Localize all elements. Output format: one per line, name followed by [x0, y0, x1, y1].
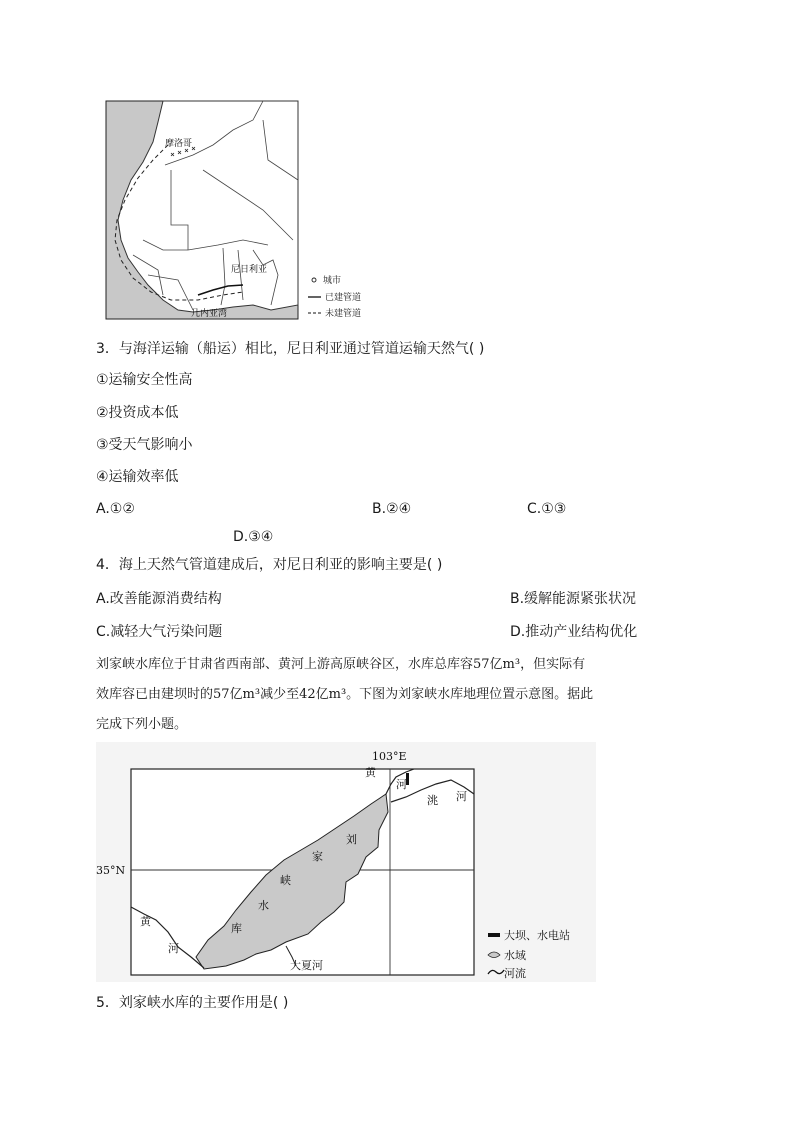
q3-item-3: ③受天气影响小 — [96, 437, 193, 453]
res-1: 刘 — [346, 833, 357, 846]
res-5: 库 — [231, 922, 242, 935]
q3-stem: 3．与海洋运输（船运）相比，尼日利亚通过管道运输天然气( ) — [96, 341, 485, 357]
tao-2: 河 — [456, 790, 467, 803]
q4-option-b[interactable]: B.缓解能源紧张状况 — [510, 591, 637, 607]
label-gulf: 几内亚湾 — [191, 309, 228, 319]
liujiaxia-map — [96, 742, 596, 982]
yellow-top-1: 黄 — [365, 766, 376, 779]
yellow-bottom-2: 河 — [168, 942, 179, 955]
legend-unbuilt: 未建管道 — [325, 309, 362, 319]
q4-option-d[interactable]: D.推动产业结构优化 — [510, 624, 638, 640]
city-legend-icon — [312, 278, 316, 282]
q4-option-c[interactable]: C.减轻大气污染问题 — [96, 624, 223, 640]
intro-line-1: 刘家峡水库位于甘肃省西南部、黄河上游高原峡谷区，水库总库容57亿m³，但实际有 — [96, 657, 586, 672]
label-morocco: 摩洛哥 — [165, 139, 193, 149]
legend-river: 河流 — [504, 967, 526, 980]
intro-line-2: 效库容已由建坝时的57亿m³减少至42亿m³。下图为刘家峡水库地理位置示意图。据此 — [96, 687, 594, 702]
yellow-top-2: 河 — [396, 778, 407, 791]
res-4: 水 — [258, 899, 269, 912]
q3-item-4: ④运输效率低 — [96, 469, 179, 485]
q3-item-1: ①运输安全性高 — [96, 372, 193, 388]
q3-option-d[interactable]: D.③④ — [233, 529, 274, 545]
q5-stem: 5．刘家峡水库的主要作用是( ) — [96, 995, 289, 1011]
legend-city: 城市 — [323, 276, 342, 286]
map1-legend — [308, 274, 361, 319]
lon-label: 103°E — [372, 750, 407, 763]
intro-paragraph — [96, 650, 706, 740]
legend-built: 已建管道 — [325, 293, 362, 303]
west-africa-map — [103, 100, 383, 322]
q3-option-b[interactable]: B.②④ — [372, 501, 412, 517]
res-2: 家 — [312, 850, 323, 863]
res-3: 峡 — [280, 874, 291, 887]
daxia-label: 大夏河 — [290, 959, 323, 972]
q4-option-a[interactable]: A.改善能源消费结构 — [96, 591, 222, 607]
legend-water: 水域 — [504, 949, 526, 962]
q4-stem: 4．海上天然气管道建成后，对尼日利亚的影响主要是( ) — [96, 557, 443, 573]
intro-line-3: 完成下列小题。 — [96, 717, 188, 732]
label-nigeria: 尼日利亚 — [231, 265, 268, 275]
lat-label: 35°N — [96, 864, 126, 877]
dam-legend-icon — [488, 933, 500, 937]
yellow-bottom-1: 黄 — [140, 915, 151, 928]
q3-option-c[interactable]: C.①③ — [527, 501, 567, 517]
legend-dam: 大坝、水电站 — [504, 929, 570, 942]
q3-option-a[interactable]: A.①② — [96, 501, 135, 517]
tao-1: 洮 — [427, 794, 438, 807]
q3-item-2: ②投资成本低 — [96, 405, 179, 421]
